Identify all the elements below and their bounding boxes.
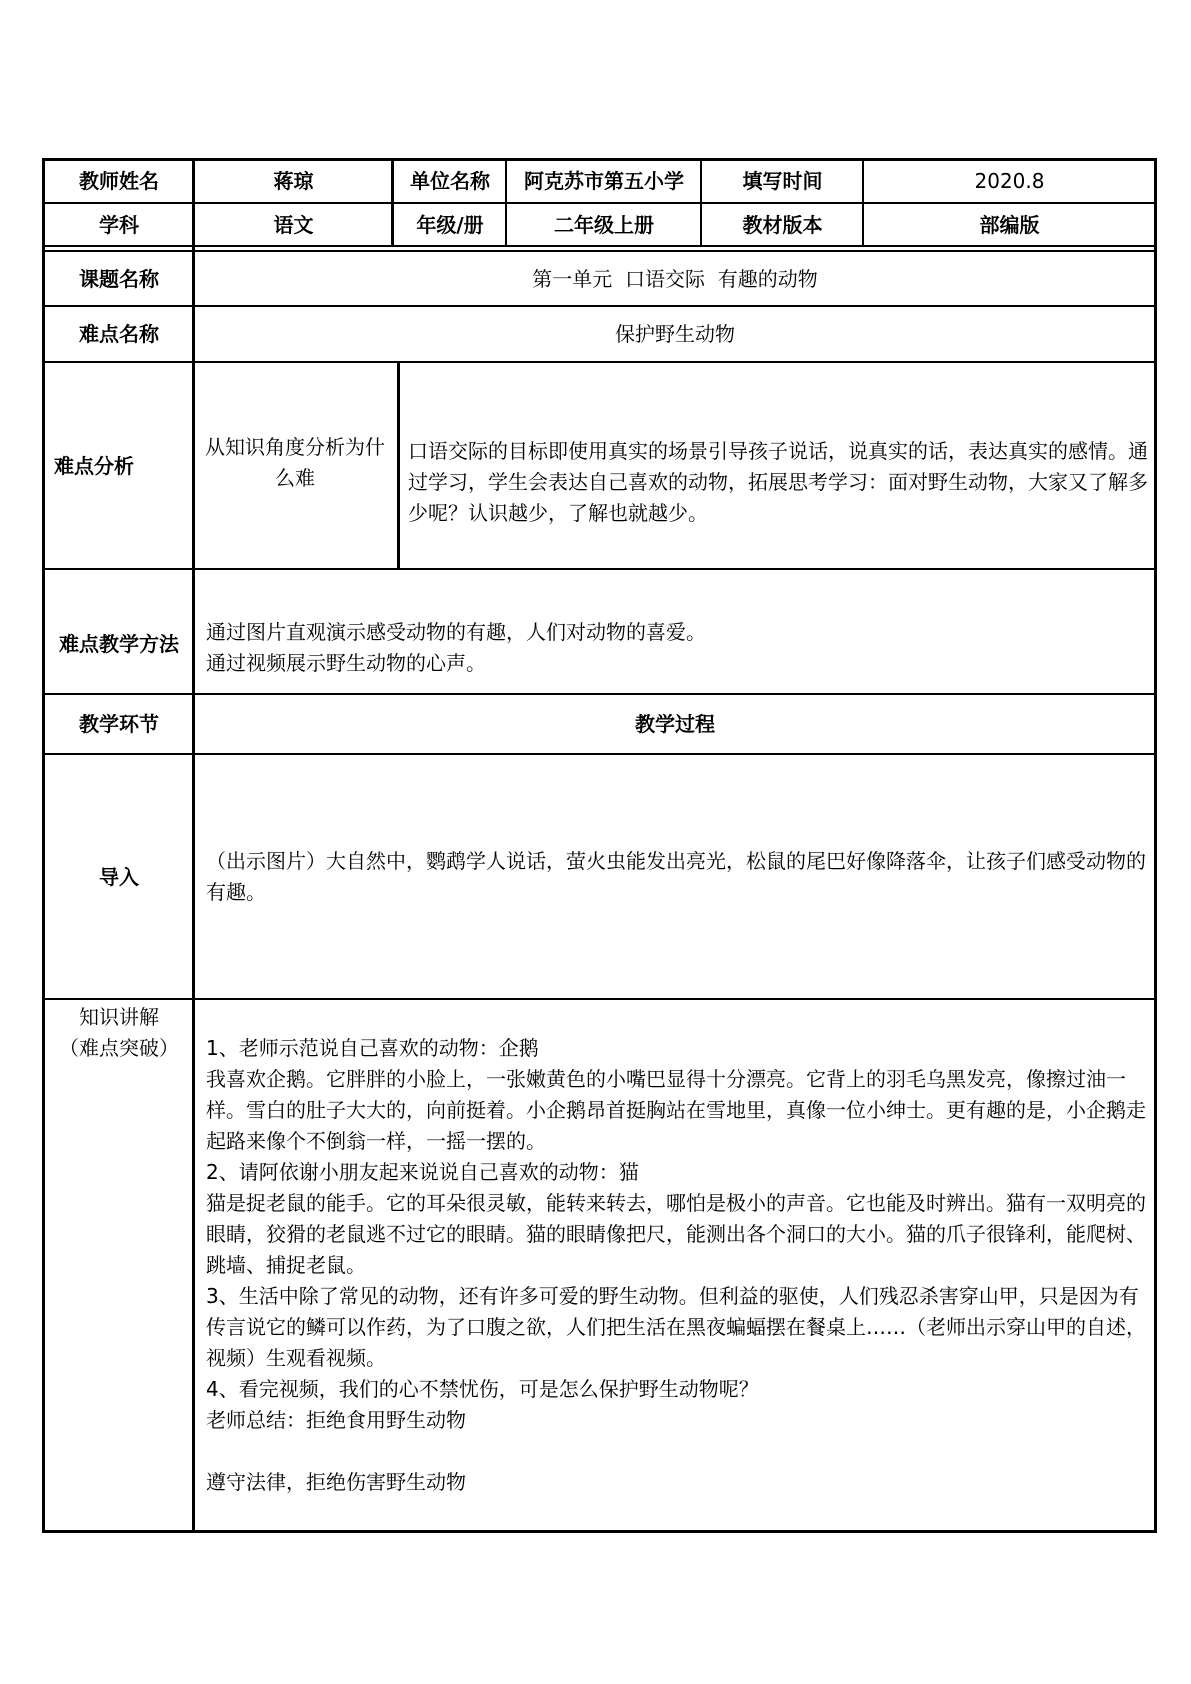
fill-time-label: 填写时间 [742,169,823,193]
knowledge-paragraph: 1、老师示范说自己喜欢的动物：企鹅 [206,1036,539,1060]
table-border-analysis-split [397,361,400,570]
intro-value: （出示图片）大自然中，鹦鹉学人说话，萤火虫能发出亮光，松鼠的尾巴好像降落伞，让孩子们感受动物的有趣。 [206,849,1146,904]
table-border-right [1154,158,1157,1533]
textbook-label: 教材版本 [742,212,823,237]
knowledge-paragraph: 老师总结：拒绝食用野生动物 [206,1408,466,1432]
difficulty-value: 保护野生动物 [615,322,735,346]
analysis-value: 口语交际的目标即使用真实的场景引导孩子说话，说真实的话，表达真实的感情。通过学习，学生会表达自己喜欢的动物，拓展思考学习：面对野生动物，大家又了解多少呢？认识越少，了解也就越少。 [408,439,1148,525]
fill-time-value: 2020.8 [974,169,1045,193]
textbook-value: 部编版 [979,212,1040,237]
teacher-name-label: 教师姓名 [79,169,159,193]
grade-label: 年级/册 [416,212,484,237]
intro-label: 导入 [99,864,139,889]
method-label: 难点教学方法 [59,631,179,656]
knowledge-content [206,1033,1146,1503]
table-border-row5 [43,568,1157,570]
table-border-bottom [43,1530,1157,1533]
knowledge-paragraph: 猫是捉老鼠的能手。它的耳朵很灵敏，能转来转去，哪怕是极小的声音。它也能及时辨出。猫有一双明亮的眼睛，狡猾的老鼠逃不过它的眼睛。猫的眼睛像把尺，能测出各个洞口的大小。猫的爪子很锋利，能爬树、跳墙、捕捉老鼠。 [206,1191,1146,1277]
method-value [206,617,1146,687]
knowledge-label-line-2: （难点突破） [59,1036,179,1060]
subject-value: 语文 [273,212,314,237]
knowledge-paragraph: 4、看完视频，我们的心不禁忧伤，可是怎么保护野生动物呢？ [206,1377,759,1401]
grade-value: 二年级上册 [554,212,654,237]
unit-name-value: 阿克苏市第五小学 [524,169,684,193]
method-line-2: 通过视频展示野生动物的心声。 [206,651,486,675]
analysis-sub-label: 从知识角度分析为什么难 [205,435,385,490]
analysis-label: 难点分析 [54,453,134,478]
topic-value: 第一单元 口语交际 有趣的动物 [532,266,818,291]
knowledge-label-line-1: 知识讲解 [79,1005,159,1029]
knowledge-paragraph: 我喜欢企鹅。它胖胖的小脸上，一张嫩黄色的小嘴巴显得十分漂亮。它背上的羽毛乌黑发亮，像擦过油一样。雪白的肚子大大的，向前挺着。小企鹅昂首挺胸站在雪地里，真像一位小绅士。更有趣的是，小企鹅走起路来像个不倒翁一样，一摇一摆的。 [206,1067,1146,1153]
table-border-row8 [43,998,1157,1000]
knowledge-paragraph: 遵守法律，拒绝伤害野生动物 [206,1470,466,1494]
process-header-label: 教学过程 [635,712,715,736]
knowledge-paragraph: 3、生活中除了常见的动物，还有许多可爱的野生动物。但利益的驱使，人们残忍杀害穿山甲，只是因为有传言说它的鳞可以作药，为了口腹之欲，人们把生活在黑夜蝙蝠摆在餐桌上……（老师出示穿山甲的自述，视频）生观看视频。 [206,1284,1146,1370]
teacher-name-value: 蒋琼 [273,169,314,193]
method-line-1: 通过图片直观演示感受动物的有趣，人们对动物的喜爱。 [206,620,706,644]
topic-label: 课题名称 [79,266,159,291]
stage-header-label: 教学环节 [79,712,159,736]
unit-name-label: 单位名称 [410,169,490,193]
difficulty-label: 难点名称 [79,322,159,346]
knowledge-label [45,1002,193,1072]
subject-label: 学科 [99,212,139,237]
knowledge-paragraph: 2、请阿依谢小朋友起来说说自己喜欢的动物：猫 [206,1160,639,1184]
